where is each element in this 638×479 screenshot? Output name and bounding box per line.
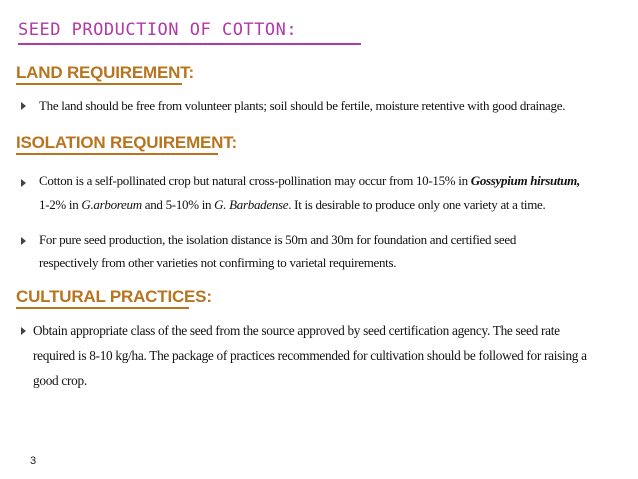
- slide-title-underline: [18, 43, 361, 45]
- isolation-bullet-1-text: and 5-10% in: [144, 197, 212, 212]
- isolation-bullet-1-line-1: [39, 169, 580, 193]
- isolation-bullet-1-text: 1-2% in: [39, 197, 79, 212]
- page-number: 3: [30, 455, 37, 467]
- species-name: Gossypium hirsutum,: [470, 173, 580, 188]
- bullet-icon: [21, 327, 26, 335]
- isolation-bullet-1-line-2: [39, 193, 545, 217]
- cultural-practices-heading: CULTURAL PRACTICES:: [16, 287, 212, 306]
- land-requirement-text: The land should be free from volunteer plants; soil should be fertile, moisture retentive with good drainage.: [39, 98, 566, 113]
- cultural-text-line-2: required is 8-10 kg/ha. The package of practices recommended for cultivation should be followed for raising a: [33, 348, 587, 363]
- isolation-bullet-2-line-1: For pure seed production, the isolation distance is 50m and 30m for foundation and certified seed: [39, 232, 517, 247]
- isolation-requirement-heading: ISOLATION REQUIREMENT:: [16, 133, 238, 152]
- land-requirement-heading: LAND REQUIREMENT:: [16, 63, 194, 82]
- isolation-bullet-2-line-2: respectively from other varieties not confirming to varietal requirements.: [39, 255, 397, 270]
- isolation-bullet-1-text: . It is desirable to produce only one variety at a time.: [288, 197, 546, 212]
- bullet-icon: [21, 237, 26, 245]
- slide-title: SEED PRODUCTION OF COTTON:: [18, 20, 298, 40]
- isolation-heading-underline: [16, 153, 218, 155]
- cultural-text-line-1: Obtain appropriate class of the seed from the source approved by seed certification agency. The seed rate: [33, 323, 560, 338]
- bullet-icon: [21, 102, 26, 110]
- species-name: G. Barbadense: [214, 197, 289, 212]
- bullet-icon: [21, 179, 26, 187]
- land-heading-underline: [16, 83, 182, 85]
- species-name: G.arboreum: [81, 197, 142, 212]
- isolation-bullet-1-text: Cotton is a self-pollinated crop but natural cross-pollination may occur from 10-15% in: [39, 173, 468, 188]
- cultural-text-line-3: good crop.: [33, 373, 87, 388]
- cultural-heading-underline: [16, 307, 189, 309]
